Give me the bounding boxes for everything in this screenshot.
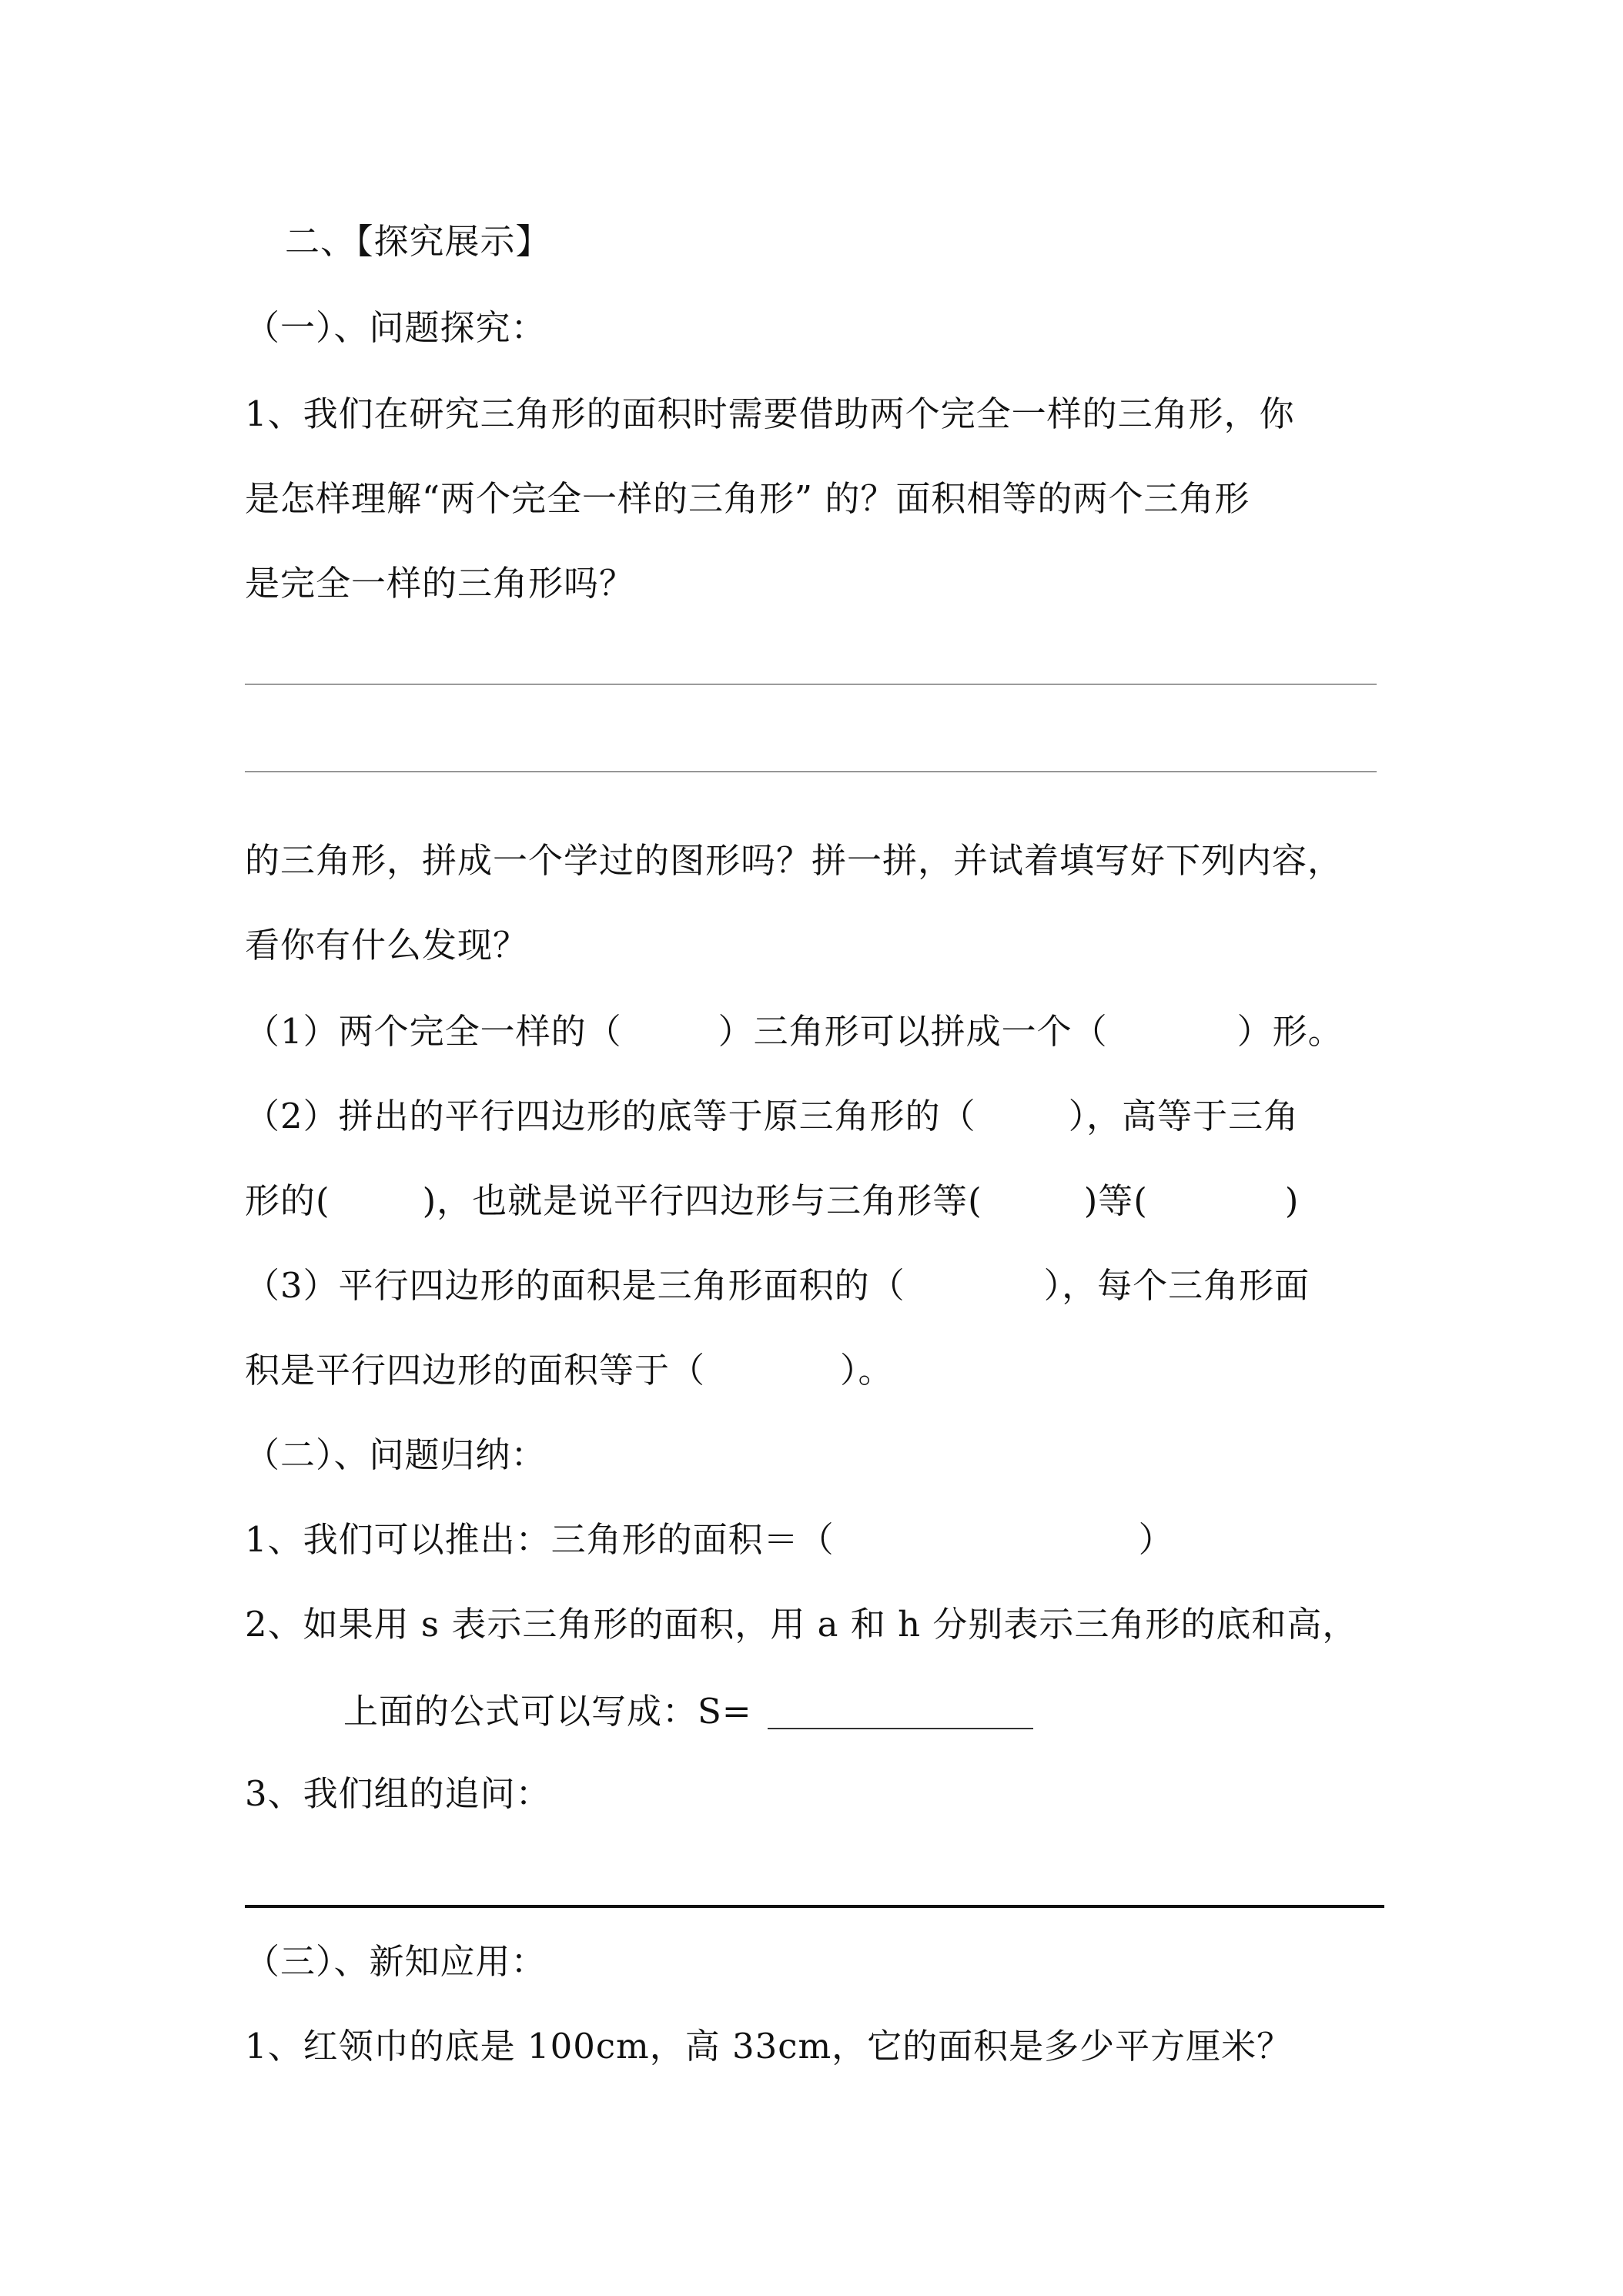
fill2-text-c: 形的( bbox=[245, 1180, 330, 1221]
fill3-text-a: （3）平行四边形的面积是三角形面积的（ bbox=[245, 1265, 905, 1306]
fill3-text-b: ），每个三角形面 bbox=[1043, 1265, 1310, 1306]
part2-item-2-line-1: 2、如果用 s 表示三角形的面积，用 a 和 h 分别表示三角形的底和高， bbox=[245, 1604, 1358, 1645]
fill-item-2-line-1 bbox=[245, 1093, 1384, 1140]
fill2-text-d: )，也就是说平行四边形与三角形等( bbox=[422, 1180, 982, 1221]
q2-line-1: 的三角形，拼成一个学过的图形吗？拼一拼，并试着填写好下列内容， bbox=[245, 840, 1344, 881]
answer-rule[interactable] bbox=[245, 1905, 1384, 1908]
q1-line-2: 是怎样理解“两个完全一样的三角形” 的？面积相等的两个三角形 bbox=[245, 478, 1250, 519]
q1-line-1: 1、我们在研究三角形的面积时需要借助两个完全一样的三角形，你 bbox=[245, 393, 1295, 434]
fill1-text-b: ）三角形可以拼成一个（ bbox=[718, 1011, 1108, 1052]
part2-item-1 bbox=[245, 1517, 1384, 1563]
fill2-text-e: )等( bbox=[1083, 1180, 1148, 1221]
fill3-text-d: ）。 bbox=[840, 1350, 894, 1391]
part3-item-1: 1、红领巾的底是 100cm，高 33cm，它的面积是多少平方厘米？ bbox=[245, 2026, 1293, 2067]
fill3-text-c: 积是平行四边形的面积等于（ bbox=[245, 1350, 706, 1391]
part1-heading: （一）、问题探究： bbox=[245, 307, 547, 348]
fill2-text-b: ），高等于三角 bbox=[1068, 1096, 1300, 1136]
section-title: 二、【探究展示】 bbox=[285, 221, 551, 262]
fill-item-1 bbox=[245, 1009, 1384, 1055]
fill1-text-a: （1）两个完全一样的（ bbox=[245, 1011, 622, 1052]
q1-line-3: 是完全一样的三角形吗？ bbox=[245, 563, 635, 604]
part2-heading: （二）、问题归纳： bbox=[245, 1434, 547, 1475]
fill-item-3-line-1 bbox=[245, 1263, 1384, 1309]
q2-line-2: 看你有什么发现？ bbox=[245, 925, 529, 966]
fill1-text-c: ）形。 bbox=[1236, 1011, 1344, 1052]
formula-answer-field[interactable] bbox=[768, 1694, 1033, 1729]
fill2-text-a: （2）拼出的平行四边形的底等于原三角形的（ bbox=[245, 1096, 976, 1136]
part2-item1-text-a: 1、我们可以推出：三角形的面积＝（ bbox=[245, 1519, 835, 1560]
part2-item1-text-b: ） bbox=[1138, 1519, 1174, 1560]
answer-line-2[interactable] bbox=[245, 771, 1377, 772]
formula-prompt: 上面的公式可以写成：S= bbox=[343, 1691, 752, 1732]
fill-item-2-line-2 bbox=[245, 1178, 1384, 1224]
part2-item-2-line-2 bbox=[343, 1688, 1375, 1734]
part2-item-3: 3、我们组的追问： bbox=[245, 1773, 551, 1814]
fill2-text-f: ) bbox=[1284, 1180, 1300, 1221]
fill-item-3-line-2 bbox=[245, 1347, 1384, 1394]
part3-heading: （三）、新知应用： bbox=[245, 1941, 547, 1982]
